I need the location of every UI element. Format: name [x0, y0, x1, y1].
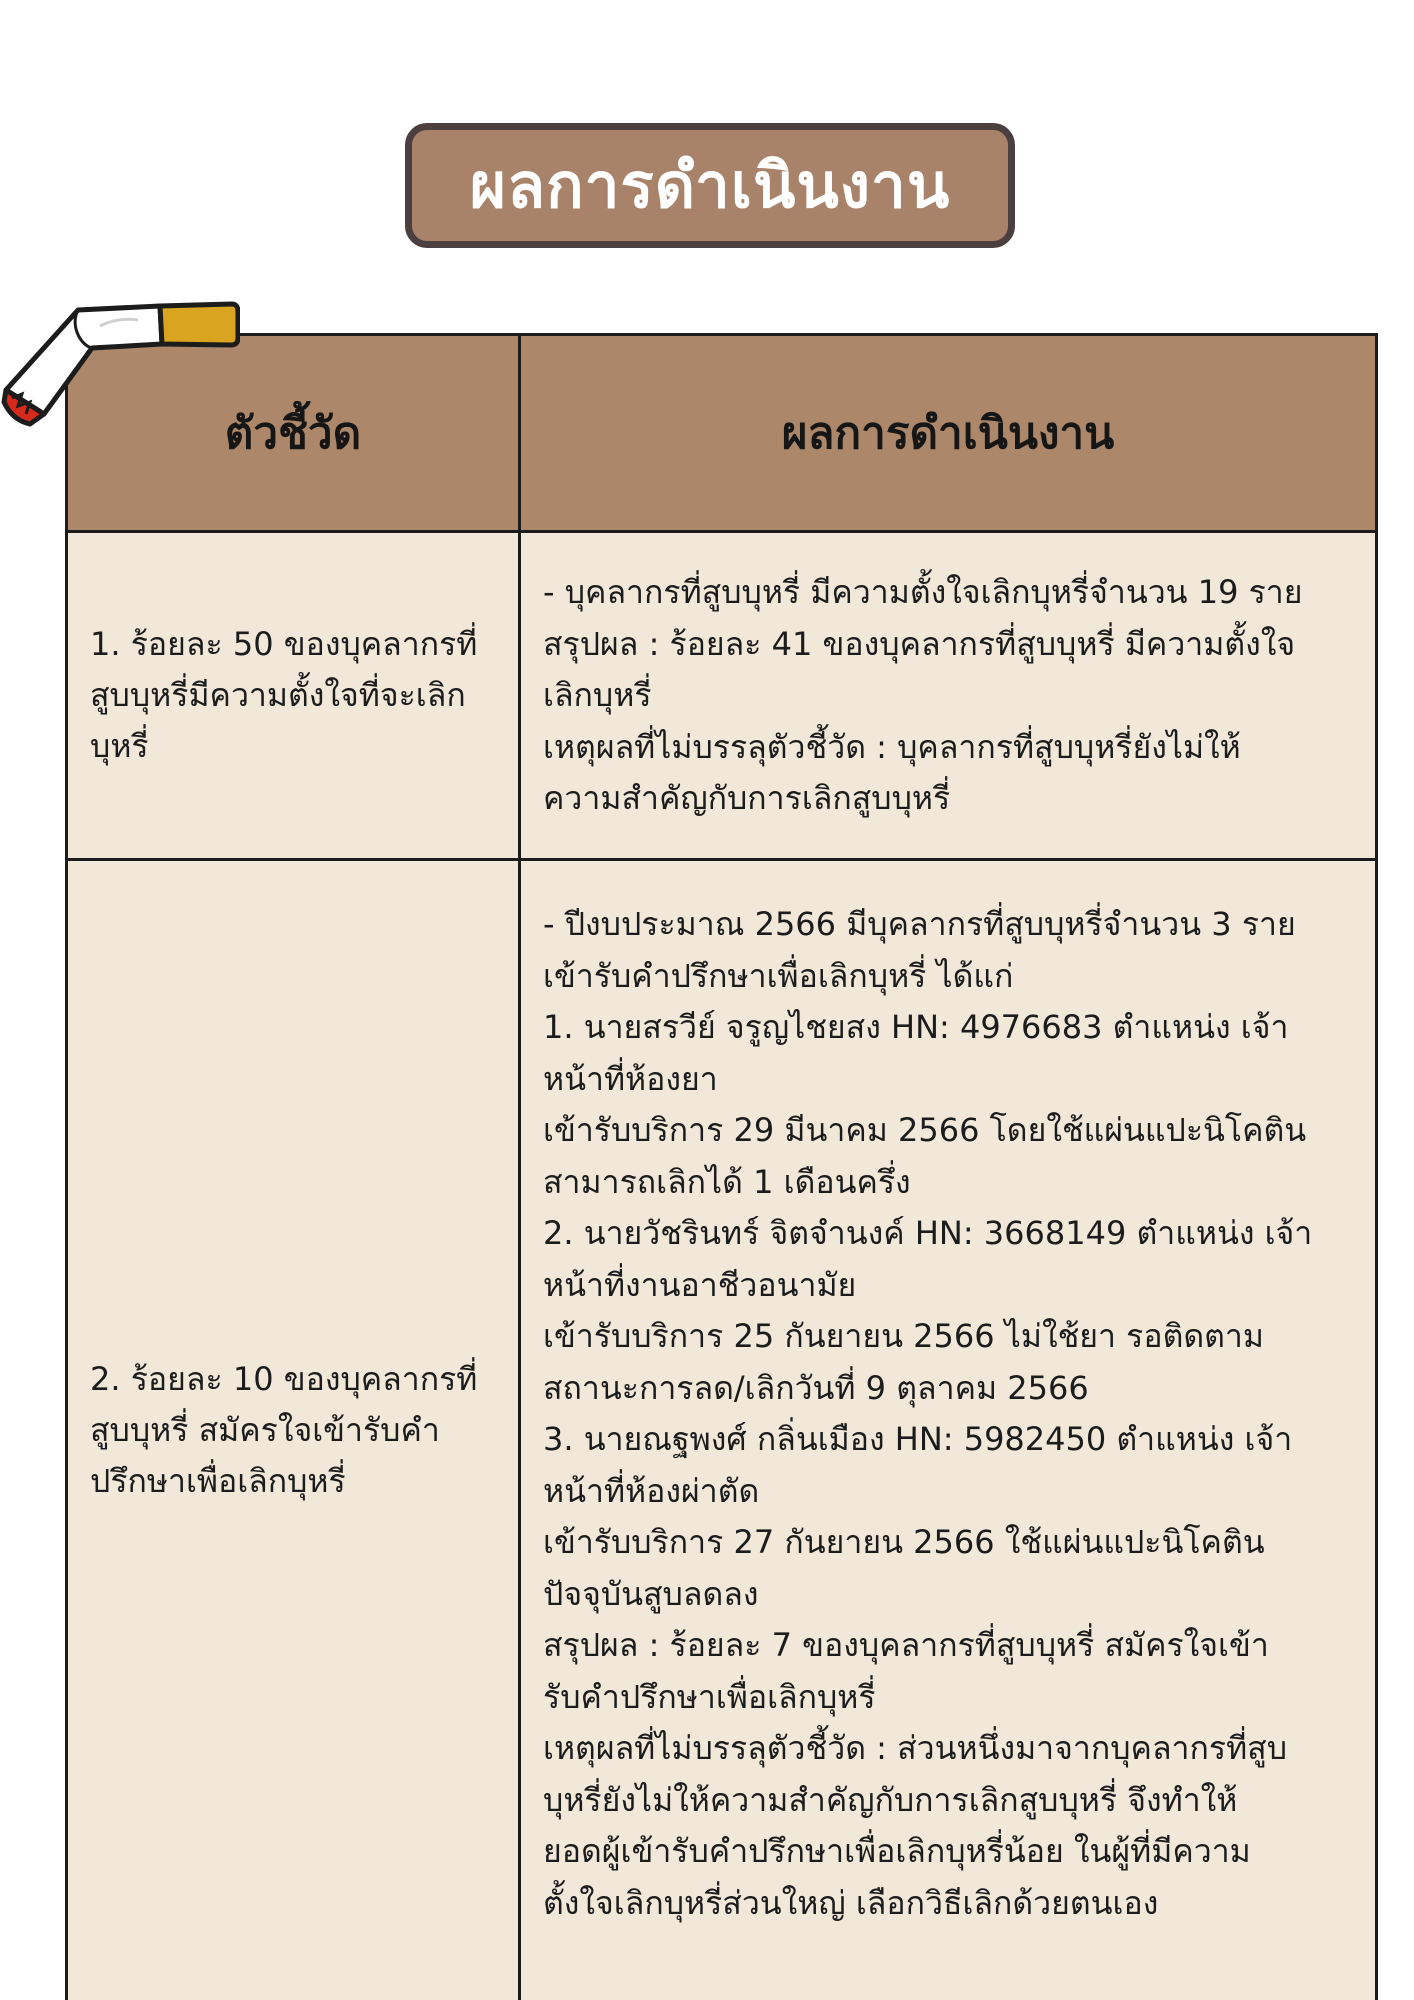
- result-line: เข้ารับบริการ 29 มีนาคม 2566 โดยใช้แผ่นแปะนิโคติน: [543, 1111, 1307, 1149]
- header-result-cell: [521, 336, 1375, 533]
- result-line: เข้ารับบริการ 25 กันยายน 2566 ไม่ใช้ยา รอติดตาม: [543, 1317, 1264, 1355]
- result-line: ตั้งใจเลิกบุหรี่ส่วนใหญ่ เลือกวิธีเลิกด้วยตนเอง: [543, 1883, 1159, 1922]
- result-line: เหตุผลที่ไม่บรรลุตัวชี้วัด : ส่วนหนึ่งมาจากบุคลากรที่สูบ: [543, 1729, 1288, 1767]
- row-2-indicator: 2. ร้อยละ 10 ของบุคลากรที่สูบบุหรี่ สมัครใจเข้ารับคำปรึกษาเพื่อเลิกบุหรี่: [90, 1360, 478, 1500]
- result-line: 3. นายณฐพงศ์ กลิ่นเมือง HN: 5982450 ตำแหน่ง เจ้า: [543, 1420, 1293, 1458]
- result-line: เหตุผลที่ไม่บรรลุตัวชี้วัด : บุคลากรที่สูบบุหรี่ยังไม่ให้: [543, 727, 1241, 766]
- result-line: - ปีงบประมาณ 2566 มีบุคลากรที่สูบบุหรี่จำนวน 3 ราย: [543, 905, 1296, 943]
- result-line: หน้าที่ห้องยา: [543, 1059, 718, 1098]
- header-indicator: ตัวชี้วัด: [224, 408, 362, 459]
- result-line: หน้าที่งานอาชีวอนามัย: [543, 1265, 857, 1304]
- result-line: 2. นายวัชรินทร์ จิตจำนงค์ HN: 3668149 ตำแหน่ง เจ้า: [543, 1214, 1313, 1252]
- page-title: ผลการดำเนินงาน: [469, 148, 951, 222]
- result-line: สถานะการลด/เลิกวันที่ 9 ตุลาคม 2566: [543, 1368, 1089, 1407]
- results-table: [65, 333, 1378, 2000]
- header-result: ผลการดำเนินงาน: [781, 408, 1115, 459]
- result-line: - บุคลากรที่สูบบุหรี่ มีความตั้งใจเลิกบุหรี่จำนวน 19 ราย: [543, 573, 1303, 611]
- result-line: 1. นายสรวีย์ จรูญไชยสง HN: 4976683 ตำแหน่ง เจ้า: [543, 1008, 1289, 1046]
- result-line: สรุปผล : ร้อยละ 41 ของบุคลากรที่สูบบุหรี่ มีความตั้งใจ: [543, 624, 1296, 663]
- row-1-result-cell: [521, 533, 1375, 861]
- result-line: สรุปผล : ร้อยละ 7 ของบุคลากรที่สูบบุหรี่ สมัครใจเข้า: [543, 1626, 1269, 1664]
- result-line: เลิกบุหรี่: [543, 676, 652, 714]
- result-line: หน้าที่ห้องผ่าตัด: [543, 1471, 760, 1510]
- result-line: รับคำปรึกษาเพื่อเลิกบุหรี่: [543, 1677, 876, 1716]
- result-line: ยอดผู้เข้ารับคำปรึกษาเพื่อเลิกบุหรี่น้อย ในผู้ที่มีความ: [543, 1832, 1251, 1870]
- result-line: ความสำคัญกับการเลิกสูบบุหรี่: [543, 779, 951, 817]
- result-line: บุหรี่ยังไม่ให้ความสำคัญกับการเลิกสูบบุหรี่ จึงทำให้: [543, 1780, 1238, 1819]
- result-line: เข้ารับคำปรึกษาเพื่อเลิกบุหรี่ ได้แก่: [543, 956, 1014, 995]
- cigarette-icon: [0, 290, 240, 430]
- row-2-result-cell: [521, 861, 1375, 2000]
- row-1-indicator-cell: [68, 533, 521, 861]
- result-line: เข้ารับบริการ 27 กันยายน 2566 ใช้แผ่นแปะนิโคติน: [543, 1523, 1265, 1561]
- result-line: ปัจจุบันสูบลดลง: [543, 1574, 759, 1613]
- row-1-indicator: 1. ร้อยละ 50 ของบุคลากรที่สูบบุหรี่มีความตั้งใจที่จะเลิกบุหรี่: [90, 625, 478, 765]
- result-line: สามารถเลิกได้ 1 เดือนครึ่ง: [543, 1162, 911, 1201]
- row-2-indicator-cell: [68, 861, 521, 2000]
- page-title-banner: [405, 123, 1015, 248]
